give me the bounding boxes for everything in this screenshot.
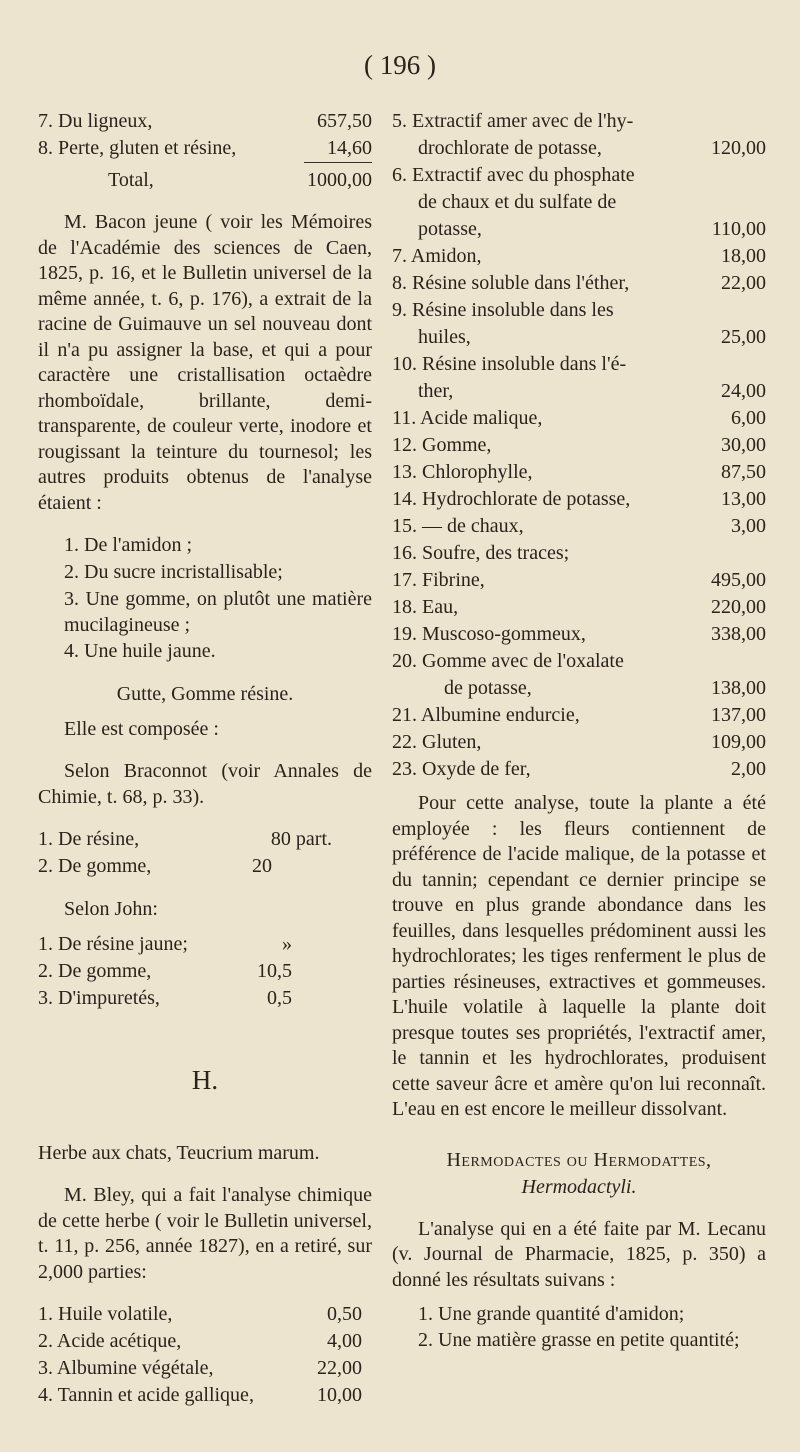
page-number: ( 196 ): [364, 50, 436, 80]
section-heading-hermodactes: Hermodactes ou Hermodattes,: [446, 1148, 712, 1171]
list-item: 14. Hydrochlorate de potasse, 13,00: [392, 488, 766, 510]
list-item: 1. De résine jaune; »: [38, 933, 292, 955]
paragraph-lecanu: L'analyse qui en a été faite par M. Lecanu (v. Journal de Pharmacie, 1825, p. 350) a donné les résultats suivans :: [392, 1217, 766, 1291]
total-row: Total, 1000,00: [108, 169, 372, 191]
list-item: 5. Extractif amer avec de l'hy-: [392, 110, 634, 132]
list-item: 1. Une grande quantité d'amidon;: [418, 1303, 685, 1325]
list-item-cont: potasse, 110,00: [418, 218, 766, 240]
list-item: 1. Huile volatile, 0,50: [38, 1303, 362, 1325]
list-item: 3. D'impuretés, 0,5: [38, 987, 292, 1009]
list-item: 4. Tannin et acide gallique, 10,00: [38, 1384, 362, 1406]
list-item: 12. Gomme, 30,00: [392, 434, 766, 456]
list-item: 10. Résine insoluble dans l'é-: [392, 353, 627, 375]
list-item: 7. Du ligneux, 657,50: [38, 110, 372, 132]
list-item: 22. Gluten, 109,00: [392, 731, 766, 753]
list-item-cont: ther, 24,00: [418, 380, 766, 402]
list-item: 2. De gomme, 20: [38, 855, 272, 877]
list-item: 6. Extractif avec du phosphate: [392, 164, 635, 186]
list-item: 1. De résine, 80 part.: [38, 828, 332, 850]
list-item-cont: drochlorate de potasse, 120,00: [418, 137, 766, 159]
list-item: 8. Résine soluble dans l'éther, 22,00: [392, 272, 766, 294]
list-item: 4. Une huile jaune.: [64, 640, 216, 662]
section-subheading-latin: Hermodactyli.: [521, 1175, 637, 1198]
list-item: 1. De l'amidon ;: [64, 534, 193, 556]
list-item-cont: de potasse, 138,00: [444, 677, 766, 699]
list-item: 23. Oxyde de fer, 2,00: [392, 758, 766, 780]
list-item: 2. De gomme, 10,5: [38, 960, 292, 982]
john-heading: Selon John:: [64, 898, 158, 920]
list-item: 2. Du sucre incristallisable;: [64, 561, 283, 583]
paragraph-bacon: M. Bacon jeune ( voir les Mémoires de l'Académie des sciences de Caen, 1825, p. 16, et le Bulletin universel de la même année, t. 6, p. 176), a extrait de la racine de Guimauve un sel nouveau dont il n'a pu assigner la base, et qui a pour caractère une cristallisation octaèdre rhomboïdale, brillante, demi-transparente, de couleur verte, inodore et rougissant la teinture du tournesol; les autres produits obtenus de l'analyse étaient :: [38, 211, 372, 514]
section-heading-gutte: Gutte, Gomme résine.: [116, 683, 294, 705]
list-item: 13. Chlorophylle, 87,50: [392, 461, 766, 483]
list-item: 18. Eau, 220,00: [392, 596, 766, 618]
list-item: 20. Gomme avec de l'oxalate: [392, 650, 624, 672]
list-item: 17. Fibrine, 495,00: [392, 569, 766, 591]
list-item: 15. — de chaux, 3,00: [392, 515, 766, 537]
list-item-cont: huiles, 25,00: [418, 326, 766, 348]
right-column: [392, 108, 766, 1354]
list-item: 8. Perte, gluten et résine, 14,60: [38, 137, 372, 159]
list-item-cont: de chaux et du sulfate de: [418, 191, 617, 213]
paragraph-braconnot: Selon Braconnot (voir Annales de Chimie, t. 68, p. 33).: [38, 760, 372, 808]
list-item: 3. Albumine végétale, 22,00: [38, 1357, 362, 1379]
list-item: 11. Acide malique, 6,00: [392, 407, 766, 429]
list-item: 2. Une matière grasse en petite quantité;: [418, 1329, 740, 1351]
composed-label: Elle est composée :: [64, 718, 219, 740]
list-item: 7. Amidon, 18,00: [392, 245, 766, 267]
left-column: [38, 108, 372, 1409]
paragraph-analysis: Pour cette analyse, toute la plante a été employée : les fleurs contiennent de préférence de l'acide malique, de la potasse et du tannin; cependant ce dernier principe se trouve en plus grande abondance dans les feuilles, dans lesquelles prédominent aussi les hydrochlorates; les tiges renferment le plus de parties résineuses, extractives et gommeuses. L'huile volatile à laquelle la plante doit presque toutes ses propriétés, l'extractif amer, le tannin et les hydrochlorates, produisent cette saveur âcre et amère qu'on lui reconnaît. L'eau en est encore le meilleur dissolvant.: [392, 792, 766, 1120]
list-item: 19. Muscoso-gommeux, 338,00: [392, 623, 766, 645]
list-item: 9. Résine insoluble dans les: [392, 299, 614, 321]
list-item: 16. Soufre, des traces;: [392, 542, 570, 564]
section-heading-herbe: Herbe aux chats, Teucrium marum.: [38, 1142, 320, 1164]
list-item: 3. Une gomme, on plutôt une matière mucilagineuse ;: [64, 588, 372, 636]
list-item: 2. Acide acétique, 4,00: [38, 1330, 362, 1352]
paragraph-bley: M. Bley, qui a fait l'analyse chimique de cette herbe ( voir le Bulletin universel, t. 11, p. 256, année 1827), en a retiré, sur 2,000 parties:: [38, 1184, 372, 1283]
section-letter: H.: [191, 1065, 219, 1095]
list-item: 21. Albumine endurcie, 137,00: [392, 704, 766, 726]
